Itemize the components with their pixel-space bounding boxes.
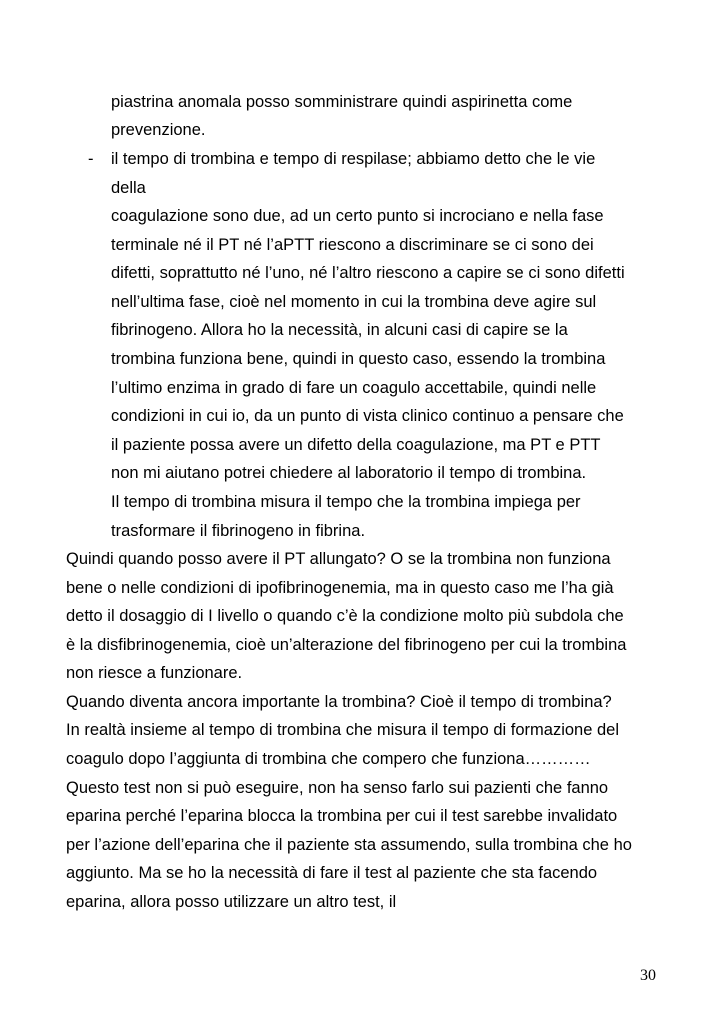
bullet-line: difetti, soprattutto né l’uno, né l’altro riescono a capire se ci sono difetti <box>111 264 625 282</box>
intro-line: prevenzione. <box>111 121 206 139</box>
body-line: è la disfibrinogenemia, cioè un’alterazione del fibrinogeno per cui la trombina <box>66 636 627 654</box>
bullet-marker: - <box>88 150 94 168</box>
body-line: detto il dosaggio di I livello o quando c’è la condizione molto più subdola che <box>66 607 624 625</box>
bullet-line: il paziente possa avere un difetto della coagulazione, ma PT e PTT <box>111 436 601 454</box>
body-line: coagulo dopo l’aggiunta di trombina che compero che funziona………… <box>66 750 591 768</box>
bullet-line: condizioni in cui io, da un punto di vista clinico continuo a pensare che <box>111 407 624 425</box>
body-line: Questo test non si può eseguire, non ha senso farlo sui pazienti che fanno <box>66 779 609 797</box>
body-line: Quando diventa ancora importante la trombina? Cioè il tempo di trombina? <box>66 693 612 711</box>
bullet-line: trasformare il fibrinogeno in fibrina. <box>111 522 366 540</box>
body-line: Quindi quando posso avere il PT allungato? O se la trombina non funziona <box>66 550 611 568</box>
body-line: bene o nelle condizioni di ipofibrinogenemia, ma in questo caso me l’ha già <box>66 579 614 597</box>
body-line: In realtà insieme al tempo di trombina che misura il tempo di formazione del <box>66 721 620 739</box>
page-number: 30 <box>640 967 656 984</box>
bullet-line: terminale né il PT né l’aPTT riescono a discriminare se ci sono dei <box>111 236 594 254</box>
bullet-line: della <box>111 179 146 197</box>
body-line: non riesce a funzionare. <box>66 664 243 682</box>
bullet-line: non mi aiutano potrei chiedere al laboratorio il tempo di trombina. <box>111 464 587 482</box>
intro-line: piastrina anomala posso somministrare quindi aspirinetta come <box>111 93 573 111</box>
bullet-line: fibrinogeno. Allora ho la necessità, in alcuni casi di capire se la <box>111 321 568 339</box>
bullet-line: il tempo di trombina e tempo di respilase; abbiamo detto che le vie <box>111 150 596 168</box>
bullet-line: trombina funziona bene, quindi in questo caso, essendo la trombina <box>111 350 606 368</box>
body-line: per l’azione dell’eparina che il paziente sta assumendo, sulla trombina che ho <box>66 836 632 854</box>
body-line: eparina, allora posso utilizzare un altro test, il <box>66 893 397 911</box>
body-line: aggiunto. Ma se ho la necessità di fare il test al paziente che sta facendo <box>66 864 598 882</box>
bullet-line: Il tempo di trombina misura il tempo che la trombina impiega per <box>111 493 581 511</box>
bullet-line: coagulazione sono due, ad un certo punto si incrociano e nella fase <box>111 207 604 225</box>
bullet-line: l’ultimo enzima in grado di fare un coagulo accettabile, quindi nelle <box>111 379 597 397</box>
bullet-line: nell’ultima fase, cioè nel momento in cui la trombina deve agire sul <box>111 293 597 311</box>
body-line: eparina perché l’eparina blocca la trombina per cui il test sarebbe invalidato <box>66 807 618 825</box>
